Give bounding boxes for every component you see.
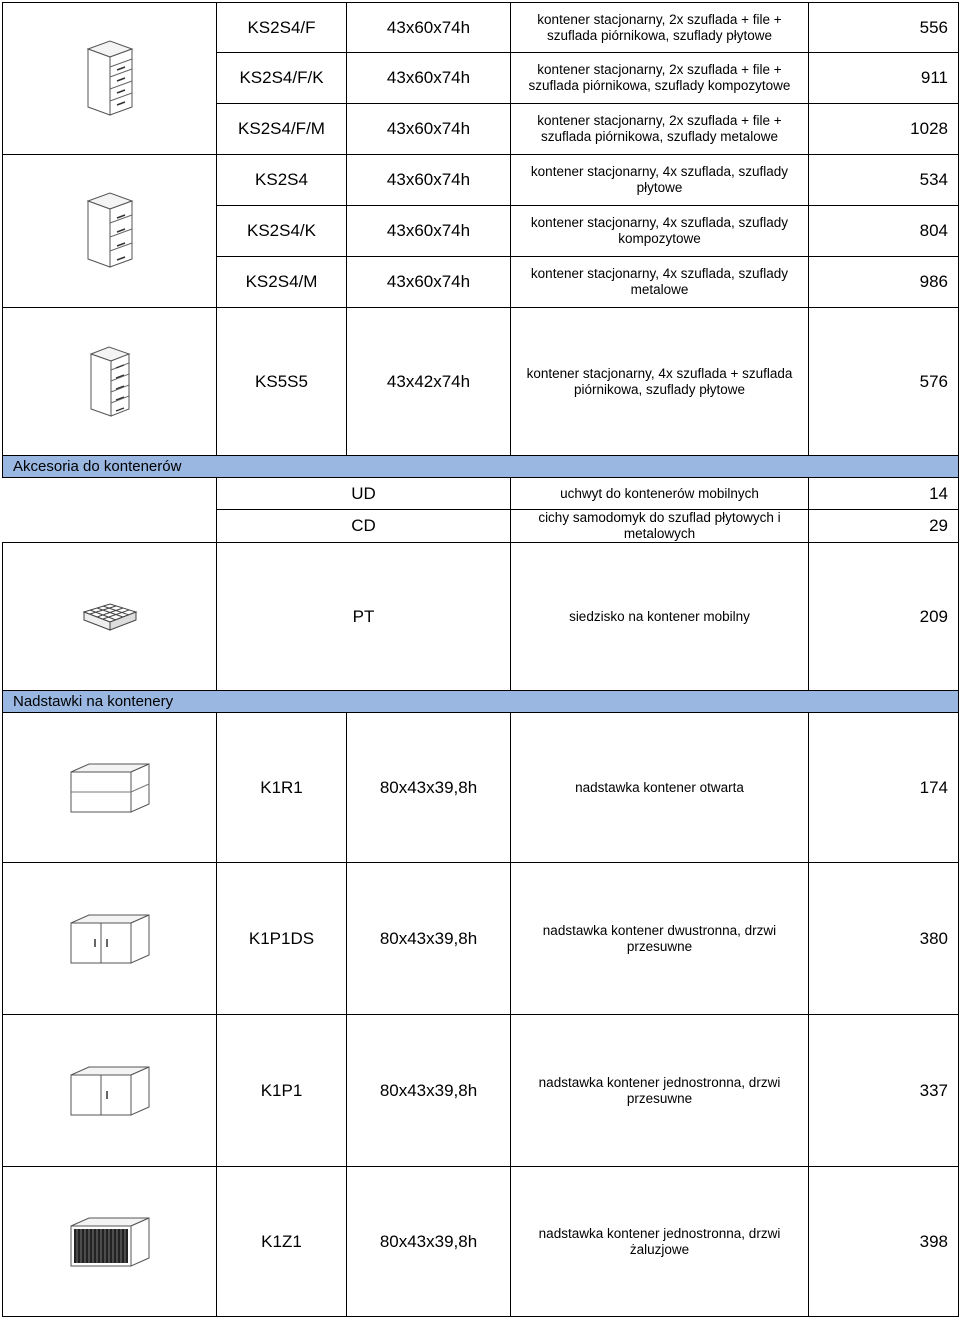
product-description: kontener stacjonarny, 2x szuflada + file + szuflada piórnikowa, szuflady metalowe: [511, 104, 809, 155]
table-row: [3, 543, 959, 691]
product-dimensions: 43x60x74h: [347, 104, 511, 155]
sliding-door-cabinet-icon: [65, 909, 155, 969]
drawer-cabinet-narrow-icon: [83, 344, 137, 420]
product-dimensions: 80x43x39,8h: [347, 713, 511, 863]
table-row: [3, 1015, 959, 1167]
table-row: [3, 308, 959, 456]
product-price: 14: [809, 478, 959, 510]
product-price: 576: [809, 308, 959, 456]
product-dimensions: 43x60x74h: [347, 3, 511, 53]
product-dimensions: 43x60x74h: [347, 257, 511, 308]
product-dimensions: 80x43x39,8h: [347, 863, 511, 1015]
product-code: KS5S5: [217, 308, 347, 456]
product-description: kontener stacjonarny, 2x szuflada + file + szuflada piórnikowa, szuflady kompozytowe: [511, 53, 809, 104]
product-price: 209: [809, 543, 959, 691]
product-description: nadstawka kontener jednostronna, drzwi przesuwne: [511, 1015, 809, 1167]
product-code: K1Z1: [217, 1167, 347, 1317]
product-code: K1R1: [217, 713, 347, 863]
product-dimensions: 43x60x74h: [347, 206, 511, 257]
product-code: UD: [217, 478, 511, 510]
product-dimensions: 43x42x74h: [347, 308, 511, 456]
table-row: [3, 863, 959, 1015]
product-code: KS2S4/F/K: [217, 53, 347, 104]
product-code: KS2S4/F/M: [217, 104, 347, 155]
product-code: KS2S4/M: [217, 257, 347, 308]
section-title: Akcesoria do kontenerów: [3, 456, 959, 478]
product-image-cell: [3, 543, 217, 691]
section-header: [3, 456, 959, 478]
product-description: nadstawka kontener dwustronna, drzwi przesuwne: [511, 863, 809, 1015]
product-description: kontener stacjonarny, 4x szuflada, szuflady płytowe: [511, 155, 809, 206]
product-dimensions: 80x43x39,8h: [347, 1167, 511, 1317]
product-price: 804: [809, 206, 959, 257]
product-description: nadstawka kontener jednostronna, drzwi żaluzjowe: [511, 1167, 809, 1317]
product-price: 986: [809, 257, 959, 308]
product-price: 337: [809, 1015, 959, 1167]
product-code: KS2S4/F: [217, 3, 347, 53]
product-image-cell: [3, 155, 217, 308]
product-image-cell: [3, 863, 217, 1015]
product-code: KS2S4/K: [217, 206, 347, 257]
product-description: nadstawka kontener otwarta: [511, 713, 809, 863]
product-price: 556: [809, 3, 959, 53]
section-header: [3, 691, 959, 713]
product-dimensions: 43x60x74h: [347, 155, 511, 206]
table-row: [3, 155, 959, 206]
product-code: K1P1DS: [217, 863, 347, 1015]
product-description: cichy samodomyk do szuflad płytowych i metalowych: [511, 510, 809, 543]
product-description: kontener stacjonarny, 4x szuflada, szuflady metalowe: [511, 257, 809, 308]
product-image-cell: [3, 1167, 217, 1317]
product-description: kontener stacjonarny, 4x szuflada, szuflady kompozytowe: [511, 206, 809, 257]
product-code: KS2S4: [217, 155, 347, 206]
section-title: Nadstawki na kontenery: [3, 691, 959, 713]
sliding-door-cabinet-icon: [65, 1061, 155, 1121]
product-price: 911: [809, 53, 959, 104]
product-dimensions: 80x43x39,8h: [347, 1015, 511, 1167]
product-description: kontener stacjonarny, 4x szuflada + szuflada piórnikowa, szuflady płytowe: [511, 308, 809, 456]
seat-cushion-grid-icon: [80, 600, 140, 634]
product-price: 29: [809, 510, 959, 543]
product-code: PT: [217, 543, 511, 691]
product-price: 1028: [809, 104, 959, 155]
product-image-cell: [3, 713, 217, 863]
product-price: 534: [809, 155, 959, 206]
drawer-cabinet-5-icon: [80, 39, 140, 119]
tambour-door-cabinet-icon: [65, 1212, 155, 1272]
price-table: [2, 2, 959, 1317]
table-row: [3, 478, 959, 510]
product-price: 174: [809, 713, 959, 863]
product-image-cell: [3, 308, 217, 456]
open-shelf-unit-icon: [65, 758, 155, 818]
table-row: [3, 713, 959, 863]
product-image-cell: [3, 3, 217, 155]
drawer-cabinet-4-icon: [80, 191, 140, 271]
product-price: 398: [809, 1167, 959, 1317]
product-description: kontener stacjonarny, 2x szuflada + file + szuflada piórnikowa, szuflady płytowe: [511, 3, 809, 53]
product-code: CD: [217, 510, 511, 543]
table-row: [3, 3, 959, 53]
product-price: 380: [809, 863, 959, 1015]
product-dimensions: 43x60x74h: [347, 53, 511, 104]
product-description: siedzisko na kontener mobilny: [511, 543, 809, 691]
table-row: [3, 510, 959, 543]
product-code: K1P1: [217, 1015, 347, 1167]
product-image-cell: [3, 1015, 217, 1167]
table-row: [3, 1167, 959, 1317]
product-description: uchwyt do kontenerów mobilnych: [511, 478, 809, 510]
